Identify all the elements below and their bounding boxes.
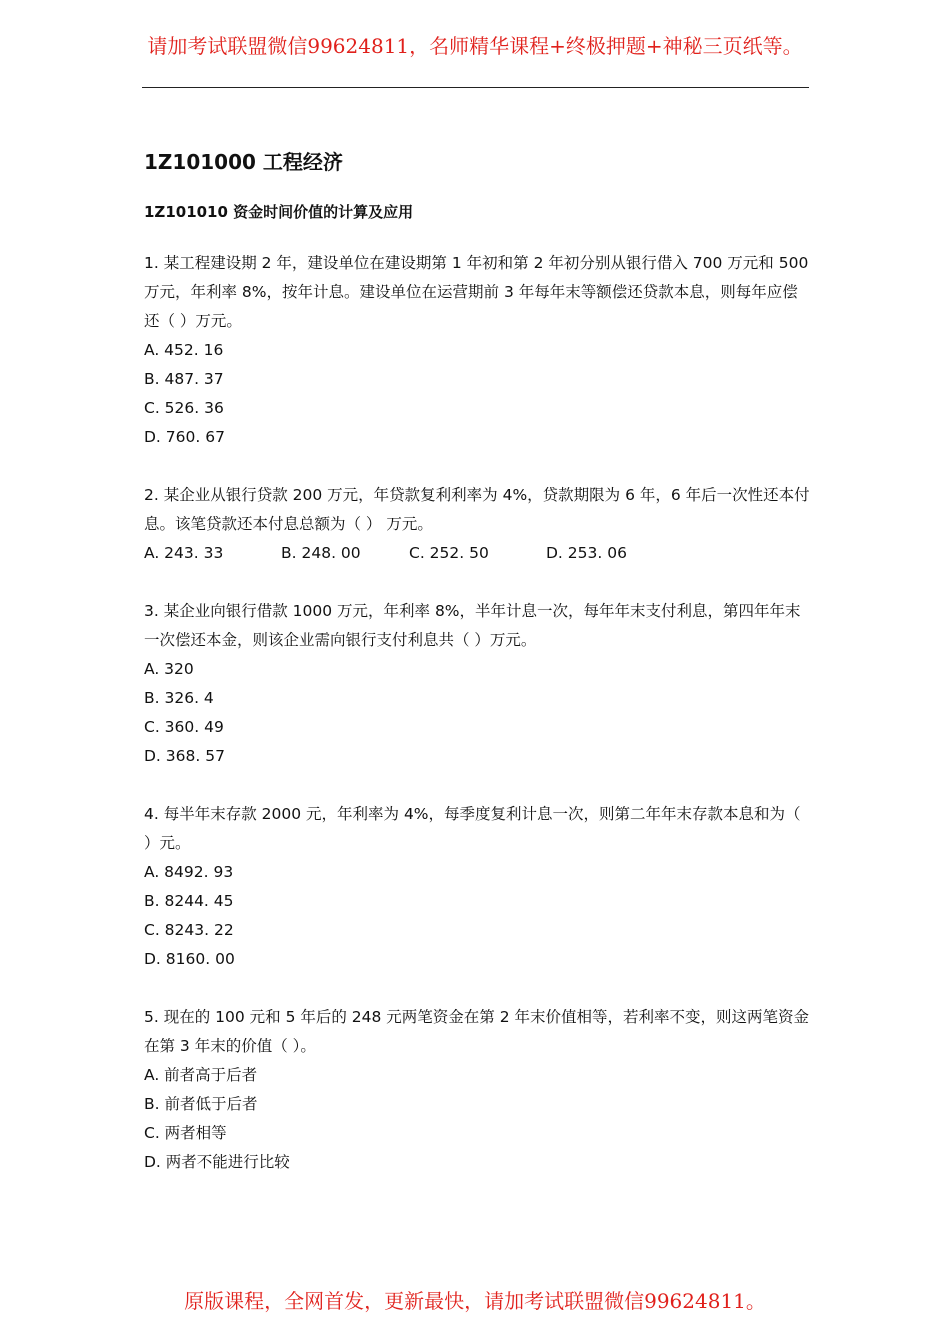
option-b: B. 326. 4	[144, 689, 214, 707]
option-c: C. 360. 49	[144, 718, 224, 736]
question-stem: 3. 某企业向银行借款 1000 万元，年利率 8%，半年计息一次，每年年末支付利息，第四年年末一次偿还本金，则该企业需向银行支付利息共（ ）万元。	[144, 602, 801, 649]
header-divider	[142, 87, 809, 88]
option-d: D. 8160. 00	[144, 950, 235, 968]
question-1	[144, 249, 812, 452]
question-stem: 2. 某企业从银行贷款 200 万元，年贷款复利利率为 4%，贷款期限为 6 年，6 年后一次性还本付息。该笔贷款还本付息总额为（ ） 万元。	[144, 486, 810, 533]
question-stem: 4. 每半年末存款 2000 元，年利率为 4%，每季度复利计息一次，则第二年年末存款本息和为（ ）元。	[144, 805, 801, 852]
option-row	[144, 539, 812, 568]
document-body	[144, 145, 812, 1206]
option-b: B. 248. 00	[281, 544, 361, 562]
option-d: D. 368. 57	[144, 747, 225, 765]
option-a: A. 452. 16	[144, 341, 224, 359]
question-stem: 1. 某工程建设期 2 年，建设单位在建设期第 1 年初和第 2 年初分别从银行借入 700 万元和 500 万元，年利率 8%，按年计息。建设单位在运营期前 3 年每年末等额偿还贷款本息，则每年应偿还（ ）万元。	[144, 254, 809, 330]
option-a: A. 320	[144, 660, 194, 678]
option-b: B. 8244. 45	[144, 892, 234, 910]
option-a: A. 8492. 93	[144, 863, 234, 881]
question-5	[144, 1003, 812, 1177]
option-b: B. 前者低于后者	[144, 1095, 258, 1113]
option-b: B. 487. 37	[144, 370, 224, 388]
option-d: D. 760. 67	[144, 428, 225, 446]
option-c: C. 8243. 22	[144, 921, 234, 939]
chapter-title: 1Z101000 工程经济	[144, 150, 343, 174]
question-4	[144, 800, 812, 974]
section-title: 1Z101010 资金时间价值的计算及应用	[144, 203, 414, 221]
question-3	[144, 597, 812, 771]
option-d: D. 253. 06	[546, 544, 627, 562]
option-c: C. 526. 36	[144, 399, 224, 417]
footer-watermark: 原版课程，全网首发，更新最快，请加考试联盟微信99624811。	[184, 1289, 766, 1313]
option-d: D. 两者不能进行比较	[144, 1153, 290, 1171]
option-a: A. 前者高于后者	[144, 1066, 258, 1084]
question-stem: 5. 现在的 100 元和 5 年后的 248 元两笔资金在第 2 年末价值相等，若利率不变，则这两笔资金在第 3 年末的价值（ ）。	[144, 1008, 810, 1055]
option-a: A. 243. 33	[144, 544, 224, 562]
header-watermark: 请加考试联盟微信99624811，名师精华课程+终极押题+神秘三页纸等。	[147, 34, 803, 58]
option-c: C. 252. 50	[409, 544, 489, 562]
question-2	[144, 481, 812, 568]
option-c: C. 两者相等	[144, 1124, 227, 1142]
